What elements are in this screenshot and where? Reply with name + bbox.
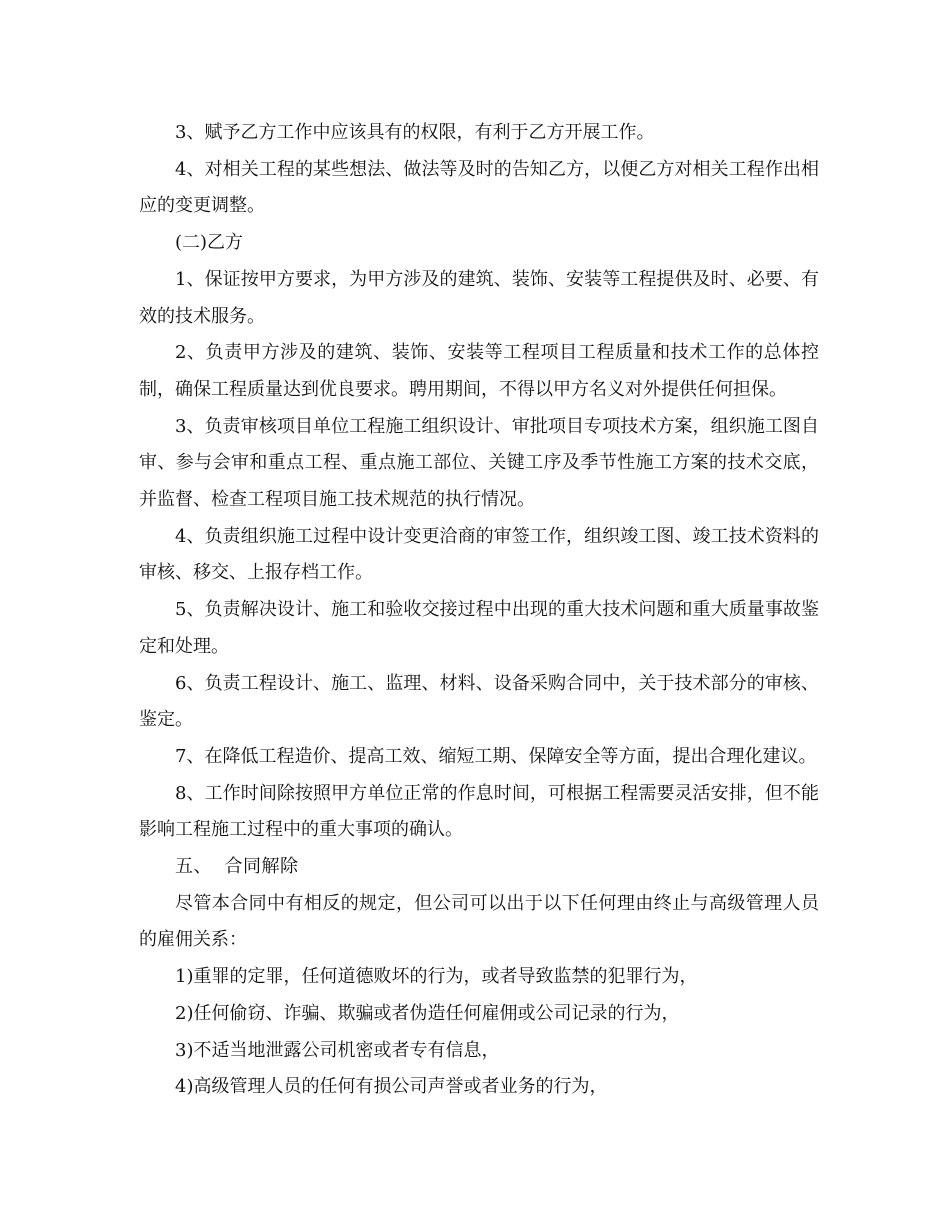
section-heading-termination: 五、 合同解除 [175,856,299,878]
paragraph-party-b-item-8: 8、工作时间除按照甲方单位正常的作息时间，可根据工程需要灵活安排，但不能影响工程施工过程中的重大事项的确认。 [139,782,819,841]
paragraph-party-a-item-3: 3、赋予乙方工作中应该具有的权限，有利于乙方开展工作。 [175,122,655,143]
paragraph-party-b-item-2: 2、负责甲方涉及的建筑、装饰、安装等工程项目工程质量和技术工作的总体控制，确保工程质量达到优良要求。聘用期间，不得以甲方名义对外提供任何担保。 [139,342,819,400]
document-body [139,115,819,1106]
paragraph-termination-reason-1: 1)重罪的定罪，任何道德败坏的行为，或者导致监禁的犯罪行为， [175,966,698,988]
paragraph-party-b-item-4: 4、负责组织施工过程中设计变更洽商的审签工作，组织竣工图、竣工技术资料的审核、移交、上报存档工作。 [139,525,819,584]
paragraph-party-b-item-7: 7、在降低工程造价、提高工效、缩短工期、保障安全等方面，提出合理化建议。 [175,745,817,767]
paragraph-party-b-item-5: 5、负责解决设计、施工和验收交接过程中出现的重大技术问题和重大质量事故鉴定和处理。 [139,599,819,657]
paragraph-party-b-item-6: 6、负责工程设计、施工、监理、材料、设备采购合同中，关于技术部分的审核、鉴定。 [139,672,819,731]
paragraph-termination-reason-2: 2)任何偷窃、诈骗、欺骗或者伪造任何雇佣或公司记录的行为， [175,1002,680,1024]
paragraph-termination-reason-3: 3)不适当地泄露公司机密或者专有信息， [175,1039,500,1061]
paragraph-party-a-item-4: 4、对相关工程的某些想法、做法等及时的告知乙方，以便乙方对相关工程作出相应的变更调整。 [139,158,819,217]
paragraph-termination-intro: 尽管本合同中有相反的规定，但公司可以出于以下任何理由终止与高级管理人员的雇佣关系： [139,892,819,951]
section-heading-party-b: (二)乙方 [175,232,244,254]
paragraph-party-b-item-3: 3、负责审核项目单位工程施工组织设计、审批项目专项技术方案，组织施工图自审、参与会审和重点工程、重点施工部位、关键工序及季节性施工方案的技术交底，并监督、检查工程项目施工技术规范的执行情况。 [139,415,819,511]
paragraph-termination-reason-4: 4)高级管理人员的任何有损公司声誉或者业务的行为， [175,1076,608,1098]
paragraph-party-b-item-1: 1、保证按甲方要求，为甲方涉及的建筑、装饰、安装等工程提供及时、必要、有效的技术服务。 [139,268,819,327]
